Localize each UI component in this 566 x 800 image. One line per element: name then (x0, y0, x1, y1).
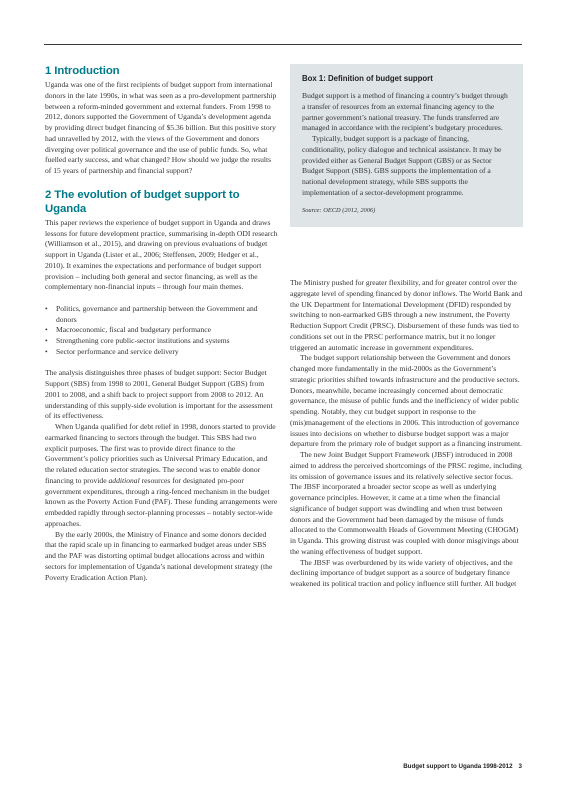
section-heading-evolution: 2 The evolution of budget support to Uganda (45, 188, 240, 215)
box-source: Source: OECD (2012, 2006) (302, 206, 376, 214)
jbsf-paragraph: The new Joint Budget Support Framework (JBSF) introduced in 2008 aimed to address the perceived shortcomings of the PRSC regime, including its omission of governance issues and its relatively selective sector focus. The JBSF incorporated a broader sector scope as well as underlying governance principles. However, it came at a time when the financial significance of budget support was dwindling and when trust between donors and the Government had been damaged by the misuse of funds allocated to the Commonwealth Heads of Government Meeting (CHOGM) in Uganda. This growing distrust was coupled with donor misgivings about the waning effectiveness of budget support. (290, 450, 522, 556)
themes-list (45, 304, 278, 358)
header-rule (44, 44, 522, 45)
list-item: • Politics, governance and partnership between the Government and donors (45, 303, 258, 324)
bullet-icon: • (45, 303, 48, 313)
evolution-intro-paragraph: This paper reviews the experience of budget support in Uganda and draws lessons for future development practice, summarising in-depth ODI research (Williamson et al., 2015), and drawing on previous evaluations of budget support in Uganda (Lister et al., 2006; Steffensen, 2009; Hedger et al., 2010). It examines the expectations and performance of budget support provision – including both general and sector financing, as well as the complementary non-financial inputs – through four main themes. (45, 217, 278, 292)
box-paragraph: Budget support is a method of financing a country’s budget through a transfer of resources from an external financing agency to the partner government’s national treasury. The funds transferred are managed in accordance with the recipient’s budgetary procedures. (302, 91, 508, 133)
introduction-paragraph: Uganda was one of the first recipients of budget support from international donors in the late 1990s, in what was seen as a pro-development partnership between a reform-minded government and external funders. From 1998 to 2012, donors supported the Government of Uganda’s development agenda by providing direct budget financing of $5.36 billion. But this positive story had unravelled by 2012, with the views of the Government and donors diverging over political governance and the use of public funds. So, what fuelled early success, and what changed? How should we judge the results of 15 years of partnership and financial support? (45, 80, 277, 175)
bullet-icon: • (45, 336, 48, 345)
section-heading-introduction: 1 Introduction (45, 65, 120, 77)
debt-relief-paragraph: When Uganda qualified for debt relief in 1998, donors started to provide earmarked financing to sectors through the budget. This SBS had two explicit purposes. The first was to provide direct finance to the Government’s policy priorities such as Universal Primary Education, and the related education sector strategies. The second was to enable donor financing to provide additional resources for designated pro-poor government expenditures, through a ring-fenced mechanism in the budget known as the Poverty Action Fund (PAF). These funding arrangements were embedded rapidly through sector-planning processes – notably sector-wide approaches. (45, 422, 278, 528)
bullet-icon: • (45, 325, 48, 335)
list-item: • Macroeconomic, fiscal and budgetary performance (45, 325, 211, 335)
overburdened-paragraph: The JBSF was overburdened by its wide variety of objectives, and the declining importance of budget support as a source of budgetary finance weakened its political traction and policy influence still further. All budget (290, 557, 517, 588)
page-footer (403, 763, 522, 770)
right-column (290, 278, 523, 590)
ministry-paragraph: The Ministry pushed for greater flexibility, and for greater control over the aggregate level of spending financed by donor inflows. The World Bank and the UK Department for International Development (DFID) responded by switching to non-earmarked GBS through a new instrument, the Poverty Reduction Support Credit (PRSC). Disbursement of these funds was tied to conditions set out in the PRSC performance matrix, but it no longer triggered an automatic increase in government expenditures. (290, 278, 523, 352)
list-item: • Strengthening core public-sector institutions and systems (45, 336, 230, 345)
right-column-top (290, 64, 523, 227)
definition-box (290, 64, 523, 227)
left-column (45, 64, 278, 583)
box-paragraph: Typically, budget support is a package of financing, conditionality, policy dialogue and technical assistance. It may be provided either as General Budget Support (GBS) or as Sector Budget Support (SBS). GBS supports the implementation of a national development strategy, while SBS supports the implementation of a sector-development programme. (302, 134, 502, 197)
phases-paragraph: The analysis distinguishes three phases of budget support: Sector Budget Support (SBS) from 1998 to 2001, General Budget Support (GBS) from 2001 to 2008, and a shift back to project support from 2008 to 2012. An understanding of this supply-side evolution is important for the assessment of its effectiveness. (45, 368, 273, 421)
relationship-paragraph: The budget support relationship between the Government and donors changed more fundamentally in the mid-2000s as the Government’s strategic priorities shifted towards infrastructure and the productive sectors. Donors, meanwhile, became increasingly concerned about democratic governance, the misuse of public funds and the inefficiency of wider public spending. Notably, they cut budget support in response to the (mis)management of the elections in 2006. This introduction of governance issues into decisions on whether to disburse budget support was a major departure from the primary role of budget support as a financing instrument. (290, 353, 522, 449)
early-2000s-paragraph: By the early 2000s, the Ministry of Finance and some donors decided that the rapid scale up in financing to earmarked budget areas under SBS and the PAF was distorting optimal budget allocations across and within sectors for implementation of Uganda’s national development strategy (the Poverty Eradication Action Plan). (45, 529, 273, 582)
page-number: 3 (518, 763, 522, 770)
emphasis-additional: additional (108, 475, 140, 485)
bullet-icon: • (45, 346, 48, 356)
list-item: • Sector performance and service delivery (45, 346, 179, 356)
footer-title: Budget support to Uganda 1998-2012 (403, 763, 513, 770)
box-title: Box 1: Definition of budget support (302, 74, 433, 83)
